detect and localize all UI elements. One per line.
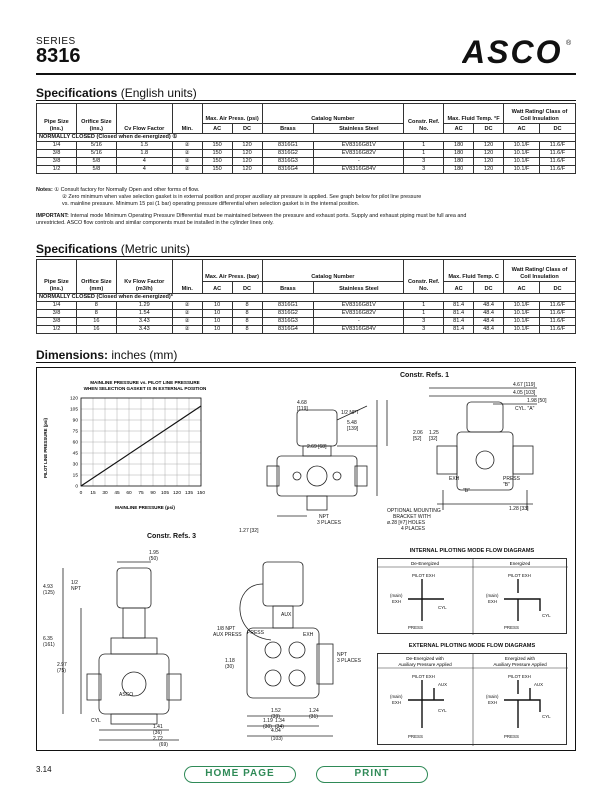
svg-text:(main): (main) xyxy=(486,593,499,598)
svg-text:CYL: CYL xyxy=(438,708,447,713)
svg-text:Auxiliary Pressure Applied: Auxiliary Pressure Applied xyxy=(493,662,547,667)
svg-text:PILOT EXH: PILOT EXH xyxy=(508,674,531,679)
table-cell: 3 xyxy=(404,166,444,174)
col-min: Min. xyxy=(172,104,202,134)
table-cell: 3 xyxy=(404,318,444,326)
col-catalog: Catalog Number xyxy=(262,104,404,124)
graph-ytick: 45 xyxy=(72,451,78,457)
col-maxair: Max. Air Press. (psi) xyxy=(202,104,262,124)
dimension-label: BRACKET WITH xyxy=(393,514,431,520)
table-cell: 8316G2 xyxy=(262,150,314,158)
table-cell: 8316G3 xyxy=(262,318,314,326)
dimension-label: ASCO xyxy=(119,692,134,698)
table-cell: 1/2 xyxy=(37,326,77,334)
table-cell: 5/8 xyxy=(76,158,116,166)
m-col-min: Min. xyxy=(172,260,202,294)
table-cell: 10.1/F xyxy=(504,166,540,174)
table-cell: 10.1/F xyxy=(504,318,540,326)
dimension-label: 4.93 xyxy=(43,584,53,590)
table-cell: 10.1/F xyxy=(504,310,540,318)
dimension-label: AUX PRESS xyxy=(213,632,242,638)
table-cell: - xyxy=(314,158,404,166)
table-cell: 1.5 xyxy=(116,142,172,150)
dimension-label: (103) xyxy=(271,736,283,742)
table-cell: 81.4 xyxy=(444,302,474,310)
table-cell: 10.1/F xyxy=(504,326,540,334)
graph-xtick: 75 xyxy=(138,491,144,496)
dimension-label: 4 PLACES xyxy=(401,526,425,532)
table-cell: ② xyxy=(172,310,202,318)
col-constr: Constr. Ref. No. xyxy=(404,104,444,134)
dimension-label: 1.28 [33] xyxy=(509,506,529,512)
table-cell: 150 xyxy=(202,166,232,174)
table-cell: 8 xyxy=(76,310,116,318)
table-cell: 48.4 xyxy=(474,302,504,310)
table-cell: 8316G4 xyxy=(262,166,314,174)
table-cell: 1 xyxy=(404,142,444,150)
table-cell: 81.4 xyxy=(444,326,474,334)
dimension-label: (30) xyxy=(263,724,272,730)
table-cell: 180 xyxy=(444,166,474,174)
dimension-label: 6.35 xyxy=(43,636,53,642)
table-cell: 120 xyxy=(232,166,262,174)
dimension-label: 2.06 xyxy=(413,430,423,436)
page-number: 3.14 xyxy=(36,765,52,774)
logo-text: ASCO xyxy=(462,36,563,66)
dimension-label: [52] xyxy=(413,436,422,442)
english-row xyxy=(37,158,576,166)
table-cell: 48.4 xyxy=(474,318,504,326)
graph-xtick: 90 xyxy=(150,491,156,496)
series-label: SERIES xyxy=(36,36,76,47)
svg-text:(main): (main) xyxy=(390,593,403,598)
table-cell: 8 xyxy=(232,310,262,318)
table-cell: ② xyxy=(172,302,202,310)
dimension-label: 1.27 [32] xyxy=(239,528,259,534)
m-col-orifice: Orifice Size (mm) xyxy=(76,260,116,294)
table-cell: 150 xyxy=(202,158,232,166)
graph-xtick: 120 xyxy=(172,491,182,496)
svg-text:AUX: AUX xyxy=(438,682,448,687)
header-rule xyxy=(36,73,576,75)
svg-text:PRESS: PRESS xyxy=(408,734,423,739)
constr-ref-1-label: Constr. Refs. 1 xyxy=(400,372,450,379)
table-cell: 10 xyxy=(202,326,232,334)
table-cell: EV8316G82V xyxy=(314,310,404,318)
m-col-catalog: Catalog Number xyxy=(262,260,404,282)
table-cell: 1/4 xyxy=(37,142,77,150)
graph-xtick: 150 xyxy=(196,491,206,496)
dimension-label: (69) xyxy=(159,742,168,748)
table-cell: 10.1/F xyxy=(504,150,540,158)
pressure-graph xyxy=(41,376,241,514)
dimension-label: 1.98 [50] xyxy=(527,398,547,404)
table-cell: 11.6/F xyxy=(539,150,575,158)
dimension-label: (30) xyxy=(225,664,234,670)
table-cell: 8 xyxy=(232,302,262,310)
svg-text:PILOT EXH: PILOT EXH xyxy=(412,674,435,679)
table-cell: 10 xyxy=(202,302,232,310)
table-cell: 120 xyxy=(232,158,262,166)
graph-ytick: 60 xyxy=(72,440,78,446)
table-cell: 48.4 xyxy=(474,326,504,334)
graph-ytick: 0 xyxy=(75,484,78,490)
graph-xtick: 135 xyxy=(184,491,194,496)
internal-flow-box xyxy=(377,558,567,634)
table-cell: 4 xyxy=(116,158,172,166)
col-pipe: Pipe Size (ins.) xyxy=(37,104,77,134)
svg-text:PRESS: PRESS xyxy=(504,625,519,630)
metric-spec-table: Pipe Size (ins.) Orifice Size (mm) Kv Flow Factor (m3/h) Min. Max. Air Press. (bar) Catalog Number Constr. Ref. No. Max. Fluid Temp. C Watt Rating/ Class of Coil Insulation AC DC Brass Stainless Steel AC DC AC DC NORMALLY CLOSED (Closed when de-energized)* 1/4 8 1.29 ② 10 8 8316G1 EV8316G81V 1 81.4 48.4 10.1/F 11.6/F 3/8 8 1.54 ② 10 8 8316G2 EV8316G82V 1 81.4 48.4 10.1/F 11.6/F 3/8 16 3.43 ② 10 8 8316G3 - 3 81.4 48.4 10.1/F 11.6/F 1/2 16 3.43 ② 10 8 8316G4 EV8316G84V 3 81.4 48.4 10.1/F 11.6/F xyxy=(36,259,576,334)
dimension-label: (125) xyxy=(43,590,55,596)
graph-ytick: 75 xyxy=(72,429,78,435)
table-cell: 10.1/F xyxy=(504,142,540,150)
m-col-kv: Kv Flow Factor (m3/h) xyxy=(116,260,172,294)
svg-text:(main): (main) xyxy=(486,694,499,699)
dimension-label: (50) xyxy=(149,556,158,562)
print-button[interactable]: PRINT xyxy=(316,766,428,783)
constr-3-drawing xyxy=(41,544,371,749)
dimension-label: AUX xyxy=(281,612,292,618)
table-cell: 8316G1 xyxy=(262,302,314,310)
dimension-label: PRESS xyxy=(247,630,264,636)
table-cell: 120 xyxy=(474,150,504,158)
dimension-label: CYL. "A" xyxy=(515,406,535,412)
english-spec-rule xyxy=(36,100,576,101)
dimension-label: 1.24 xyxy=(309,708,319,714)
table-cell: 120 xyxy=(474,166,504,174)
table-cell: 5/8 xyxy=(76,166,116,174)
graph-xtick: 105 xyxy=(160,491,170,496)
svg-text:Auxiliary Pressure Applied: Auxiliary Pressure Applied xyxy=(398,662,452,667)
table-cell: 150 xyxy=(202,150,232,158)
dimension-label: [139] xyxy=(347,426,359,432)
table-cell: 81.4 xyxy=(444,318,474,326)
m-col-fluid: Max. Fluid Temp. C xyxy=(444,260,504,282)
metric-group-label: NORMALLY CLOSED (Closed when de-energized)* xyxy=(37,294,576,302)
model-number: 8316 xyxy=(36,45,81,67)
dimension-label: NPT xyxy=(319,514,329,520)
col-fluid: Max. Fluid Temp. °F xyxy=(444,104,504,124)
svg-text:De-Energized: De-Energized xyxy=(410,561,440,566)
graph-xtick: 45 xyxy=(114,491,120,496)
graph-ytick: 120 xyxy=(69,396,78,402)
dimensions-rule xyxy=(36,362,576,363)
graph-xtick: 0 xyxy=(79,491,83,496)
svg-text:De-Energized with: De-Energized with xyxy=(406,656,444,661)
table-cell: EV8316G84V xyxy=(314,326,404,334)
table-cell: 10 xyxy=(202,310,232,318)
svg-text:PRESS: PRESS xyxy=(408,625,423,630)
english-row xyxy=(37,150,576,158)
english-spec-title: Specifications (English units) xyxy=(36,86,197,100)
dimension-label: EXH xyxy=(303,632,314,638)
table-cell: 81.4 xyxy=(444,310,474,318)
table-cell: 4 xyxy=(116,166,172,174)
dimensions-panel xyxy=(36,367,576,751)
table-cell: - xyxy=(314,318,404,326)
graph-title-1: MAINLINE PRESSURE vs. PILOT LINE PRESSURE xyxy=(90,380,200,385)
graph-xtick: 60 xyxy=(126,491,132,496)
graph-xtick: 30 xyxy=(102,491,108,496)
dimension-label: 2.97 xyxy=(57,662,67,668)
m-col-watt: Watt Rating/ Class of Coil Insulation xyxy=(504,260,576,282)
col-watt: Watt Rating/ Class of Coil Insulation xyxy=(504,104,576,124)
dimension-label: 3 PLACES xyxy=(337,658,361,664)
dimension-label: "B" xyxy=(463,488,470,494)
svg-text:CYL: CYL xyxy=(542,714,551,719)
svg-text:PILOT EXH: PILOT EXH xyxy=(412,573,435,578)
svg-text:PRESS: PRESS xyxy=(504,734,519,739)
graph-ytick: 30 xyxy=(72,462,78,468)
table-cell: 1.29 xyxy=(116,302,172,310)
table-cell: 11.6/F xyxy=(539,326,575,334)
dimension-label: 4.67 [119] xyxy=(513,382,535,388)
table-cell: 48.4 xyxy=(474,310,504,318)
table-cell: 8 xyxy=(232,318,262,326)
dimension-label: NPT xyxy=(337,652,347,658)
svg-text:EXH: EXH xyxy=(488,700,498,705)
m-col-maxair: Max. Air Press. (bar) xyxy=(202,260,262,282)
dimension-label: ø.28 [#7] HOLES xyxy=(387,520,426,526)
dimension-label: 1/8 NPT xyxy=(217,626,236,632)
m-col-constr: Constr. Ref. No. xyxy=(404,260,444,294)
english-spec-table: Pipe Size (ins.) Orifice Size (ins.) Cv Flow Factor Min. Max. Air Press. (psi) Catalog Number Constr. Ref. No. Max. Fluid Temp. °F Watt Rating/ Class of Coil Insulation AC DC Brass Stainless Steel AC DC AC DC NORMALLY CLOSED (Closed when de-energized) ① 1/4 5/16 1.5 ② 150 120 8316G1 EV8316G81V 1 180 120 10.1/F 11.6/F 3/8 5/16 1.8 ② 150 120 8316G2 EV8316G82V 1 180 120 10.1/F 11.6/F 3/8 5/8 4 ② 150 120 8316G3 - 3 180 120 10.1/F 11.6/F 1/2 5/8 4 ② 150 120 8316G4 EV8316G84V 3 180 120 10.1/F 11.6/F xyxy=(36,103,576,174)
svg-text:(main): (main) xyxy=(390,694,403,699)
dimension-label: (36) xyxy=(153,730,162,736)
table-cell: 5/16 xyxy=(76,150,116,158)
svg-text:CYL: CYL xyxy=(438,605,447,610)
table-cell: 3.43 xyxy=(116,326,172,334)
dimension-label: (34) xyxy=(275,724,284,730)
table-cell: 10.1/F xyxy=(504,302,540,310)
dimension-label: 1.19 xyxy=(263,718,273,724)
table-cell: 11.6/F xyxy=(539,158,575,166)
svg-text:PILOT EXH: PILOT EXH xyxy=(508,573,531,578)
dimension-label: 1.25 xyxy=(429,430,439,436)
constr-1-drawing xyxy=(237,380,572,550)
dimension-label: [119] xyxy=(297,406,308,412)
metric-row xyxy=(37,310,576,318)
dimension-label: OPTIONAL MOUNTING xyxy=(387,508,441,514)
dimension-label: 1.18 xyxy=(225,658,235,664)
table-cell: 3 xyxy=(404,326,444,334)
table-cell: ② xyxy=(172,326,202,334)
table-cell: 120 xyxy=(474,158,504,166)
dimension-label: 1/2 NPT xyxy=(341,410,360,416)
notes-block: Notes: ① Consult factory for Normally Open and other forms of flow. ② Zero minimum when valve selection gasket is in external position and proper auxiliary air pressure is applied. See graph below for pilot line pressure vs. mainline pressure. Minimum 15 psi (1 bar) operating pressure differential when selection gasket is in the internal position. IMPORTANT: Internal mode Minimum Operating Pressure Differential must be maintained between the pressure and exhaust ports. Supply and exhaust piping must be full area and unrestricted. ASCO flow controls and similar components must be installed in the cylinder lines only. xyxy=(36,187,467,226)
table-cell: 1.8 xyxy=(116,150,172,158)
dimension-label: NPT xyxy=(71,586,81,592)
dimension-label: 1.34 xyxy=(275,718,285,724)
table-cell: EV8316G84V xyxy=(314,166,404,174)
table-cell: 8316G2 xyxy=(262,310,314,318)
graph-ytick: 90 xyxy=(72,418,78,424)
table-cell: 180 xyxy=(444,158,474,166)
external-flow-title: EXTERNAL PILOTING MODE FLOW DIAGRAMS xyxy=(408,643,536,649)
dimension-label: 1.41 xyxy=(153,724,163,730)
table-cell: 8316G4 xyxy=(262,326,314,334)
col-orifice: Orifice Size (ins.) xyxy=(76,104,116,134)
dimension-label: (75) xyxy=(57,668,66,674)
metric-row xyxy=(37,326,576,334)
table-cell: 10.1/F xyxy=(504,158,540,166)
table-cell: 180 xyxy=(444,142,474,150)
metric-row xyxy=(37,318,576,326)
table-cell: 120 xyxy=(232,150,262,158)
table-cell: 1/4 xyxy=(37,302,77,310)
internal-flow-diagrams xyxy=(378,559,568,635)
table-cell: ② xyxy=(172,150,202,158)
table-cell: 8316G1 xyxy=(262,142,314,150)
table-cell: 11.6/F xyxy=(539,302,575,310)
registered-mark: ® xyxy=(566,40,572,47)
table-cell: 8 xyxy=(76,302,116,310)
m-col-pipe: Pipe Size (ins.) xyxy=(37,260,77,294)
table-cell: 3/8 xyxy=(37,318,77,326)
constr-ref-3-label: Constr. Refs. 3 xyxy=(147,533,197,540)
table-cell: 3/8 xyxy=(37,310,77,318)
dimension-label: CYL xyxy=(91,718,101,724)
table-cell: 8 xyxy=(232,326,262,334)
table-cell: 1 xyxy=(404,310,444,318)
english-row xyxy=(37,142,576,150)
svg-text:Energized with: Energized with xyxy=(504,656,536,661)
asco-logo xyxy=(462,36,572,66)
col-cv: Cv Flow Factor xyxy=(116,104,172,134)
dimension-label: EXH xyxy=(449,476,460,482)
table-cell: 16 xyxy=(76,318,116,326)
graph-xtick: 15 xyxy=(90,491,96,496)
dimension-label: (161) xyxy=(43,642,55,648)
table-cell: 1/2 xyxy=(37,166,77,174)
table-cell: 3 xyxy=(404,158,444,166)
table-cell: 3/8 xyxy=(37,150,77,158)
table-cell: 10 xyxy=(202,318,232,326)
dimensions-title: Dimensions: inches (mm) xyxy=(36,348,178,362)
table-cell: 11.6/F xyxy=(539,318,575,326)
metric-spec-title: Specifications (Metric units) xyxy=(36,242,191,256)
dimension-label: (31) xyxy=(309,714,318,720)
table-cell: 180 xyxy=(444,150,474,158)
external-flow-diagrams xyxy=(378,654,568,746)
table-cell: ② xyxy=(172,318,202,326)
dimension-label: 1.52 xyxy=(271,708,281,714)
dimension-label: 2.69 [68] xyxy=(307,444,327,450)
dimension-label: (39) xyxy=(271,714,280,720)
dimension-label: 1.95 xyxy=(149,550,159,556)
table-cell: 1.54 xyxy=(116,310,172,318)
svg-text:Energized: Energized xyxy=(509,561,531,566)
svg-text:EXH: EXH xyxy=(488,599,498,604)
table-cell: 150 xyxy=(202,142,232,150)
table-cell: ② xyxy=(172,142,202,150)
table-cell: 120 xyxy=(474,142,504,150)
dimension-label: 3 PLACES xyxy=(317,520,341,526)
dimension-label: 2.72 xyxy=(153,736,163,742)
dimension-label: 4.04 xyxy=(271,728,281,734)
graph-xlabel: MAINLINE PRESSURE (psi) xyxy=(115,505,175,510)
english-row xyxy=(37,166,576,174)
home-page-button[interactable]: HOME PAGE xyxy=(184,766,296,783)
metric-spec-rule xyxy=(36,256,576,257)
dimension-label: [32] xyxy=(429,436,438,442)
graph-ytick: 15 xyxy=(72,473,78,479)
graph-title-2: WHEN SELECTION GASKET IS IN EXTERNAL POSITION xyxy=(83,386,207,391)
dimension-label: 4.05 [103] xyxy=(513,390,536,396)
dimension-label: 1/2 xyxy=(71,580,78,586)
table-cell: 11.6/F xyxy=(539,310,575,318)
graph-ylabel: PILOT LINE PRESSURE (psi) xyxy=(43,417,48,479)
internal-flow-title: INTERNAL PILOTING MODE FLOW DIAGRAMS xyxy=(409,548,535,554)
table-cell: ② xyxy=(172,166,202,174)
svg-text:EXH: EXH xyxy=(392,599,402,604)
svg-text:EXH: EXH xyxy=(392,700,402,705)
table-cell: 3/8 xyxy=(37,158,77,166)
dimension-label: PRESS xyxy=(503,476,520,482)
svg-text:AUX: AUX xyxy=(534,682,544,687)
table-cell: 3.43 xyxy=(116,318,172,326)
table-cell: EV8316G82V xyxy=(314,150,404,158)
dimension-label: 5.48 xyxy=(347,420,357,426)
svg-text:CYL: CYL xyxy=(542,613,551,618)
english-group-label: NORMALLY CLOSED (Closed when de-energized) ① xyxy=(37,134,576,142)
table-cell: 11.6/F xyxy=(539,142,575,150)
table-cell: EV8316G81V xyxy=(314,142,404,150)
table-cell: 120 xyxy=(232,142,262,150)
table-cell: ② xyxy=(172,158,202,166)
dimension-label: "B" xyxy=(503,482,510,488)
graph-ytick: 105 xyxy=(69,407,78,413)
external-flow-box xyxy=(377,653,567,745)
table-cell: 11.6/F xyxy=(539,166,575,174)
table-cell: 5/16 xyxy=(76,142,116,150)
table-cell: EV8316G81V xyxy=(314,302,404,310)
table-cell: 1 xyxy=(404,302,444,310)
table-cell: 16 xyxy=(76,326,116,334)
table-cell: 8316G3 xyxy=(262,158,314,166)
metric-row xyxy=(37,302,576,310)
dimension-label: 4.68 xyxy=(297,400,307,406)
table-cell: 1 xyxy=(404,150,444,158)
